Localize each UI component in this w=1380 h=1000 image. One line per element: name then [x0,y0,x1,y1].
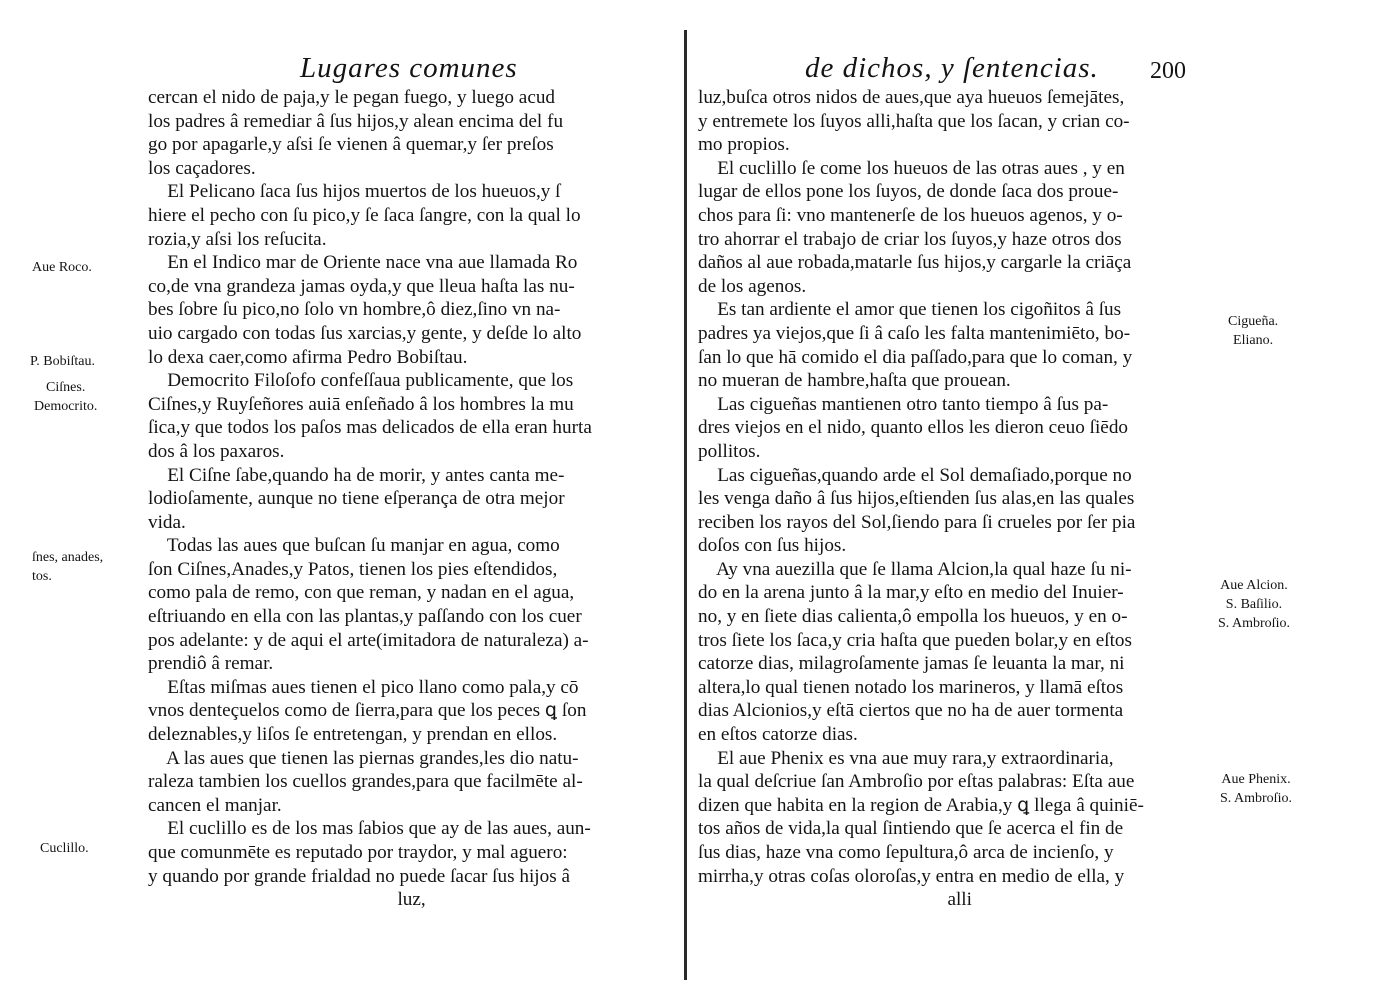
margin-note-line: Aue Alcion. [1220,578,1288,593]
margin-note [34,378,97,416]
text-line: El cuclillo ſe come los hueuos de las otras aues , y en [698,157,1125,179]
margin-note-line: tos. [32,569,52,584]
text-line: vida. [148,511,186,533]
margin-note [1220,770,1292,808]
text-line: chos para ſi: vno mantenerſe de los hueuos agenos, y o- [698,204,1123,226]
text-line: dias Alcionios,y eſtā ciertos que no ha de auer tormenta [698,700,1124,722]
text-line: Las cigueñas mantienen otro tanto tiempo â ſus pa- [698,393,1109,415]
right-page [690,0,1380,1000]
text-line: El Pelicano ſaca ſus hijos muertos de los hueuos,y ſ [148,181,561,203]
text-line: como pala de remo, con que reman, y nadan en el agua, [148,582,575,604]
text-line: luz,buſca otros nidos de aues,que aya hueuos ſemejātes, [698,87,1125,108]
text-line: El Ciſne ſabe,quando ha de morir, y antes canta me- [148,464,565,486]
text-line: bes ſobre ſu pico,no ſolo vn hombre,ô diez,ſino vn na- [148,299,561,321]
margin-note-line: S. Ambroſio. [1218,616,1290,631]
text-line: lo dexa caer,como afirma Pedro Bobiſtau. [148,346,468,368]
text-line: lugar de ellos pone los ſuyos, de donde ſaca dos proue- [698,181,1119,203]
right-page-body [698,86,1203,912]
text-line: cercan el nido de paja,y le pegan fuego, y luego acud [148,87,556,108]
text-line: pos adelante: y de aqui el arte(imitadora de naturaleza) a- [148,629,589,651]
text-line: A las aues que tienen las piernas grandes,les dio natu- [148,747,579,769]
text-line: prendiô â remar. [148,653,274,675]
text-line: en eſtos catorze dias. [698,724,858,746]
text-line: Todas las aues que buſcan ſu manjar en agua, como [148,535,560,557]
margin-note-line: Democrito. [34,399,98,414]
text-line: les venga daño â ſus hijos,eſtienden ſus alas,en las quales [698,488,1135,510]
text-line: no mueran de hambre,haſta que prouean. [698,370,1011,392]
text-line: ſus dias, haze vna como ſepultura,ô arca de incienſo, y [698,842,1114,863]
text-line: vnos denteçuelos como de ſierra,para que los peces ꝗ ſon [148,700,587,722]
text-line: Ay vna auezilla que ſe llama Alcion,la qual haze ſu ni- [698,558,1132,580]
text-line: Las cigueñas,quando arde el Sol demaſiado,porque no [698,464,1132,486]
margin-note-line: Aue Roco. [32,260,92,275]
text-line: dizen que habita en la region de Arabia,y ꝗ llega â quiniē- [698,794,1144,816]
text-line: uio cargado con todas ſus xarcias,y gente, y deſde lo alto [148,322,582,344]
margin-note [40,839,89,858]
text-line: catorze dias, milagroſamente jamas ſe leuanta la mar, ni [698,653,1125,675]
text-line: pollitos. [698,440,761,462]
text-line: Es tan ardiente el amor que tienen los cigoñitos â ſus [698,299,1122,321]
text-line: ſan lo que hā comido el dia paſſado,para que lo coman, y [698,346,1133,368]
margin-note-line: P. Bobiſtau. [30,354,95,369]
text-line: lodioſamente, aunque no tiene eſperança de otra mejor [148,488,565,510]
text-line: daños al aue robada,matarle ſus hijos,y cargarle la criāça [698,252,1132,274]
text-line: Ciſnes,y Ruyſeñores auiā enſeñado â los hombres la mu [148,393,574,415]
text-line: rozia,y aſsi los reſucita. [148,228,327,250]
text-line: dos â los paxaros. [148,440,285,462]
text-line: deleznables,y liſos ſe entretengan, y prendan en ellos. [148,724,558,746]
text-line: la qual deſcriue ſan Ambroſio por eſtas palabras: Eſta aue [698,771,1135,793]
text-line: ſon Ciſnes,Anades,y Patos, tienen los pies eſtendidos, [148,558,558,580]
margin-note-line: Cigueña. [1228,314,1279,329]
left-page-body [148,86,654,912]
text-line: raleza tambien los cuellos grandes,para que facilmēte al- [148,771,583,793]
text-line: mirrha,y otras coſas oloroſas,y entra en medio de ella, y [698,865,1125,887]
text-line: go por apagarle,y aſsi ſe vienen â quemar,y ſer preſos [148,134,559,156]
text-line: En el Indico mar de Oriente nace vna aue llamada Ro [148,252,578,274]
margin-note-line: ſnes, anades, [32,550,104,565]
margin-note [32,258,92,277]
page-number: 200 [1150,58,1186,84]
text-line: cancen el manjar. [148,794,282,816]
text-line: reciben los rayos del Sol,ſiendo para ſi crueles por ſer pia [698,511,1136,533]
text-line: los padres â remediar â ſus hijos,y alean encima del fu [148,110,564,132]
running-header-left: Lugares comunes [300,52,518,84]
text-line: do en la arena junto â la mar,y eſto en medio del Inuier- [698,582,1124,604]
text-line: doſos con ſus hijos. [698,535,847,557]
text-line: dres viejos en el nido, quanto ellos les dieron ceuo ſiēdo [698,417,1129,439]
margin-note-line: Aue Phenix. [1221,772,1291,787]
text-line: no, y en ſiete dias calienta,ô empolla los hueuos, y en o- [698,606,1128,628]
text-line: de los agenos. [698,275,807,297]
text-line: luz, [148,889,426,911]
margin-note [30,352,95,371]
left-page [0,0,680,1000]
running-header-right-text: de dichos, y ſentencias. [805,52,1099,84]
text-line: y quando por grande frialdad no puede ſacar ſus hijos â [148,865,570,887]
text-line: padres ya viejos,que ſi â caſo les falta mantenimiēto, bo- [698,322,1131,344]
running-header-right [805,52,1099,85]
text-line: altera,lo qual tienen notado los marineros, y llamā eſtos [698,676,1124,698]
margin-note-line: Eliano. [1233,333,1274,348]
margin-note [1218,576,1290,633]
text-line: ſica,y que todos los paſos mas delicados de ella eran hurta [148,417,592,439]
text-line: co,de vna grandeza jamas oyda,y que lleua haſta las nu- [148,275,575,297]
text-line: El aue Phenix es vna aue muy rara,y extraordinaria, [698,747,1114,769]
book-spine [684,30,687,980]
text-line: hiere el pecho con ſu pico,y ſe ſaca ſangre, con la qual lo [148,204,581,226]
margin-note-line: Cuclillo. [40,841,89,856]
text-line: alli [698,889,972,911]
text-line: tos años de vida,la qual ſintiendo que ſe acerca el fin de [698,818,1124,840]
text-line: tros ſiete los ſaca,y cria haſta que pueden bolar,y en eſtos [698,629,1132,651]
margin-note [32,548,103,586]
margin-note-line: S. Ambroſio. [1220,791,1292,806]
text-line: y entremete los ſuyos alli,haſta que los ſacan, y crian co- [698,110,1130,132]
margin-note [1228,312,1278,350]
text-line: tro ahorrar el trabajo de criar los ſuyos,y haze otros dos [698,228,1122,250]
text-line: El cuclillo es de los mas ſabios que ay de las aues, aun- [148,818,591,840]
text-line: los caçadores. [148,157,256,179]
margin-note-line: S. Baſilio. [1225,597,1283,612]
text-line: que comunmēte es reputado por traydor, y mal aguero: [148,842,568,863]
text-line: Democrito Filoſofo confeſſaua publicamente, que los [148,370,574,392]
text-line: Eſtas miſmas aues tienen el pico llano como pala,y cō [148,676,579,698]
text-line: eſtriuando en ella con las plantas,y paſſando con los cuer [148,606,582,628]
margin-note-line: Ciſnes. [46,380,86,395]
text-line: mo propios. [698,134,790,156]
